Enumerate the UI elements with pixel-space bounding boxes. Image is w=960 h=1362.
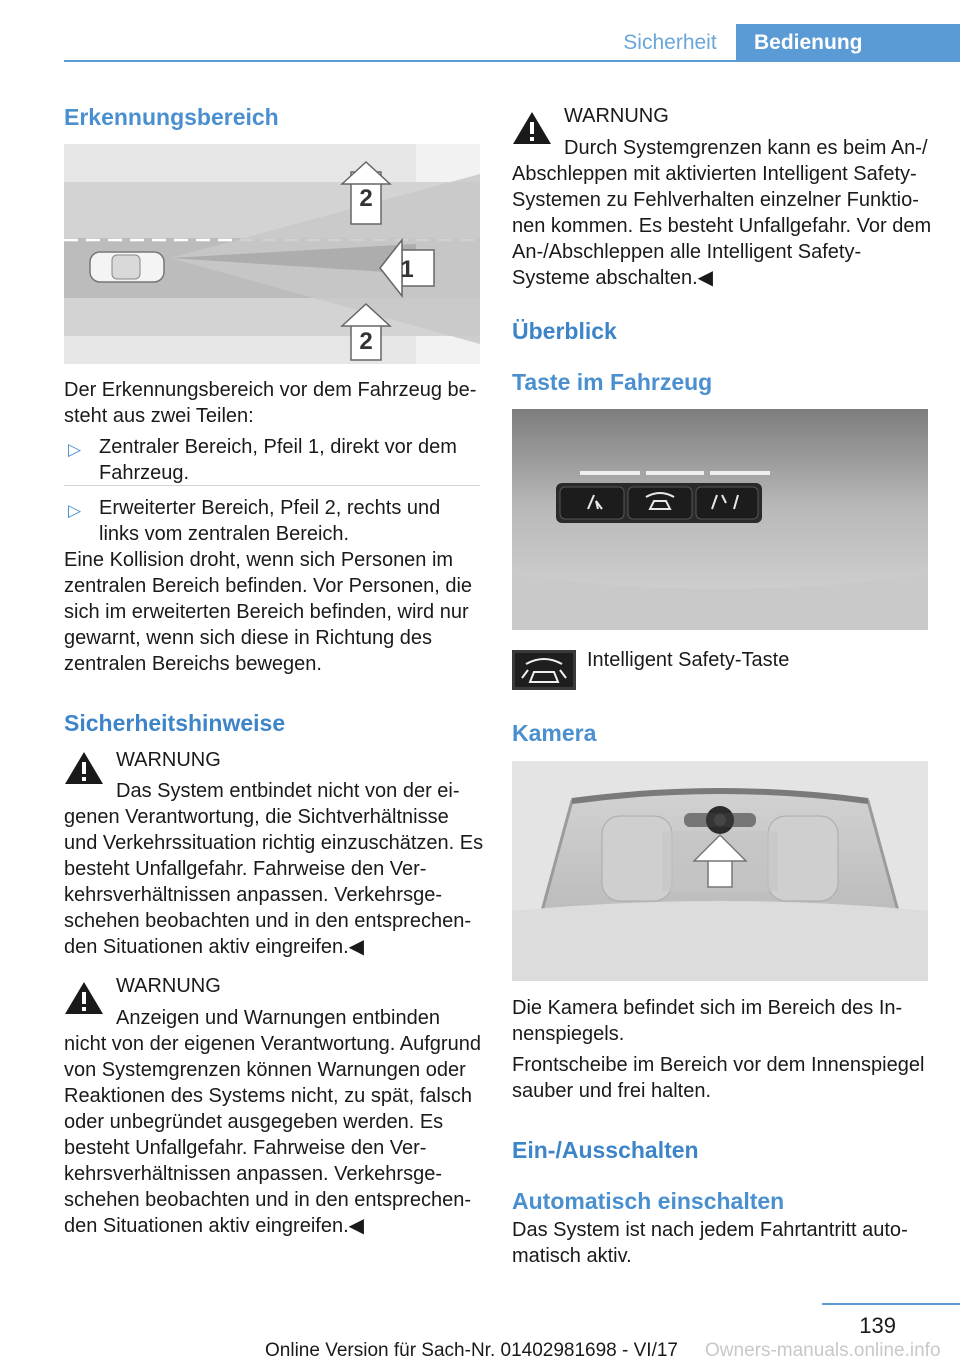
fig-label-1: 1 — [400, 256, 414, 283]
warning-triangle-icon — [512, 111, 552, 145]
heading-kamera: Kamera — [512, 720, 597, 746]
warning-1-body: genen Verantwortung, die Sichtverhältnisse und Verkehrssituation richtig einzuschätzen. Es besteht Unfallgefahr. Fahrweise den Verkehrsverhältnissen anpassen. Verkehrsgeschehen beobachten und in den entsprechenden Situationen aktiv eingreifen.◀ — [64, 806, 484, 958]
camera-photo — [512, 761, 928, 981]
warning-2-title: WARNUNG — [116, 975, 221, 997]
taste-caption: Intelligent Safety-Taste — [587, 649, 790, 671]
fig-label-2-top: 2 — [359, 185, 373, 212]
warning-3-title: WARNUNG — [564, 105, 669, 127]
footer-rule — [822, 1303, 960, 1305]
heading-ein-ausschalten: Ein-/Ausschalten — [512, 1137, 699, 1163]
warning-3-first-line: Durch Systemgrenzen kann es beim An-/ — [564, 137, 928, 159]
warning-triangle-icon — [64, 751, 104, 785]
paragraph-automatisch: Das System ist nach jedem Fahrtantritt automatisch aktiv. — [512, 1219, 908, 1267]
warning-1-title: WARNUNG — [116, 749, 221, 771]
list-divider — [64, 485, 480, 486]
intelligent-safety-button-icon — [512, 650, 576, 690]
detection-zone-figure — [64, 144, 480, 364]
tab-bedienung[interactable]: Bedienung — [736, 24, 960, 62]
heading-erkennungsbereich: Erkennungsbereich — [64, 104, 279, 130]
paragraph-kollision: Eine Kollision droht, wenn sich Personen im zentralen Bereich befinden. Vor Personen, die sich im erweiterten Bereich befinden, wird nur gewarnt, wenn sich diese in Richtung des zentralen Bereichs bewegen. — [64, 549, 473, 675]
warning-1-first-line: Das System entbindet nicht von der ei- — [116, 780, 460, 802]
page-number: 139 — [859, 1313, 896, 1338]
warning-triangle-icon — [64, 981, 104, 1015]
warning-2-first-line: Anzeigen und Warnungen entbinden — [116, 1007, 440, 1029]
warning-3-body: Abschleppen mit aktivierten Intelligent Safety-Systemen zu Fehlverhalten einzelner Funktionen kommen. Es besteht Unfallgefahr. Vor dem An-/Abschleppen alle Intelligent Safety-Systeme abschalten.◀ — [512, 163, 932, 289]
footer-online-version: Online Version für Sach-Nr. 01402981698 - VI/17 — [265, 1340, 678, 1361]
header-rule — [64, 60, 960, 62]
fig-label-2-bottom: 2 — [359, 328, 373, 355]
heading-sicherheitshinweise: Sicherheitshinweise — [64, 710, 286, 736]
heading-automatisch-einschalten: Automatisch einschalten — [512, 1188, 785, 1214]
button-panel-photo — [512, 409, 928, 630]
tab-sicherheit[interactable]: Sicherheit — [623, 31, 717, 54]
triangle-bullet-icon: ▷ — [68, 501, 82, 520]
paragraph-frontscheibe: Frontscheibe im Bereich vor dem Innenspiegel sauber und frei halten. — [512, 1054, 925, 1102]
warning-2-body: nicht von der eigenen Verantwortung. Aufgrund von Systemgrenzen können Warnungen oder Reaktionen des Systems nicht, zu spät, falsch oder unbegründet ausgegeben werden. Es besteht Unfallgefahr. Fahrweise den Verkehrsverhältnissen anpassen. Verkehrsgeschehen beobachten und in den entsprechenden Situationen aktiv eingreifen.◀ — [64, 1033, 481, 1237]
footer-watermark: Owners-manuals.online.info — [705, 1340, 941, 1361]
paragraph-erkennungsbereich: Der Erkennungsbereich vor dem Fahrzeug be- steht aus zwei Teilen: — [64, 379, 477, 427]
list-item: ▷ Zentraler Bereich, Pfeil 1, direkt vor dem Fahrzeug. — [68, 436, 457, 484]
heading-ueberblick: Überblick — [512, 318, 617, 344]
triangle-bullet-icon: ▷ — [68, 440, 82, 459]
list-bereiche — [64, 434, 484, 556]
heading-taste-im-fahrzeug: Taste im Fahrzeug — [512, 369, 713, 395]
list-item: ▷ Erweiterter Bereich, Pfeil 2, rechts und links vom zentralen Bereich. — [68, 497, 441, 545]
paragraph-kamera-position: Die Kamera befindet sich im Bereich des Innenspiegels. — [512, 997, 903, 1045]
